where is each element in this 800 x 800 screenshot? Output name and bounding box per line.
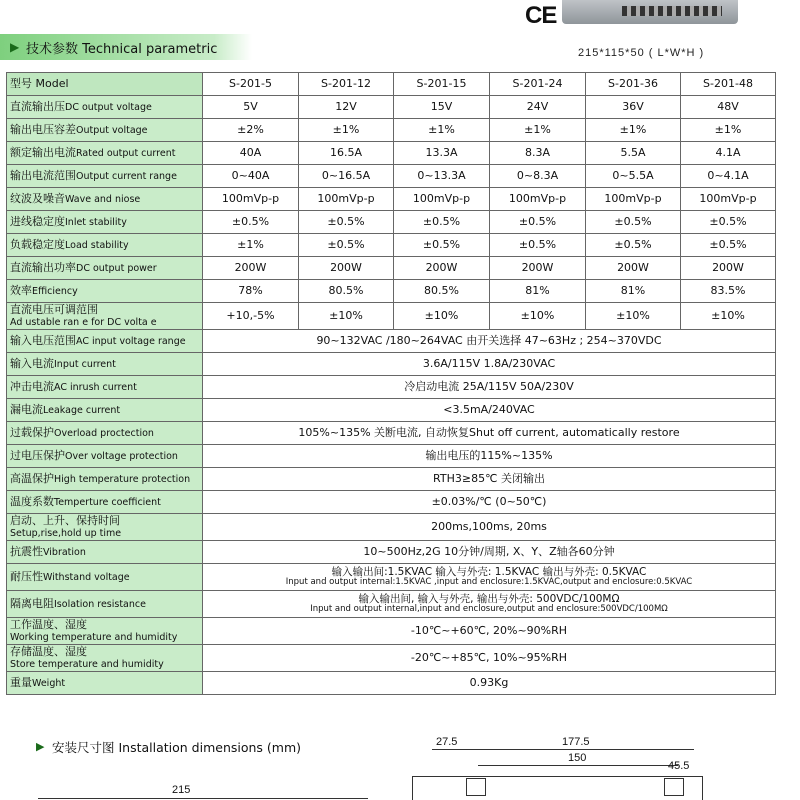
spec-table xyxy=(6,72,776,695)
value-cell: ±0.5% xyxy=(394,211,490,234)
row-label-zh: 输出电流范围 xyxy=(10,169,76,183)
value-cell: 200ms,100ms, 20ms xyxy=(203,514,776,541)
value-cell: 0~8.3A xyxy=(490,165,586,188)
row-label-zh: 过载保护 xyxy=(10,426,54,440)
product-photo xyxy=(562,0,738,24)
row-label xyxy=(7,280,203,303)
row-label xyxy=(7,591,203,618)
value-cell: ±0.5% xyxy=(586,234,681,257)
dim-line xyxy=(478,765,678,766)
row-label-en: Working temperature and humidity xyxy=(10,631,178,643)
model-cell: S-201-15 xyxy=(394,73,490,96)
row-label xyxy=(7,330,203,353)
row-label-en: Setup,rise,hold up time xyxy=(10,527,122,539)
row-label xyxy=(7,541,203,564)
value-cell: 80.5% xyxy=(394,280,490,303)
row-label-zh: 负载稳定度 xyxy=(10,238,65,252)
value-cell: ±0.03%/℃ (0~50℃) xyxy=(203,491,776,514)
value-cell: 200W xyxy=(586,257,681,280)
value-cell: ±0.5% xyxy=(203,211,299,234)
value-cell: 80.5% xyxy=(299,280,394,303)
dim-d: 45.5 xyxy=(668,760,690,772)
row-label-en: AC input voltage range xyxy=(76,336,186,348)
row-label-en: Withstand voltage xyxy=(43,572,130,584)
row-label-zh: 纹波及噪音 xyxy=(10,192,65,206)
table-row xyxy=(7,564,776,591)
row-label-en: Overload proctection xyxy=(54,428,154,440)
row-label xyxy=(7,165,203,188)
table-row xyxy=(7,234,776,257)
row-label-zh: 额定输出电流 xyxy=(10,146,76,160)
value-cell: 200W xyxy=(299,257,394,280)
value-cell: 90~132VAC /180~264VAC 由开关选择 47~63Hz ; 254~370VDC xyxy=(203,330,776,353)
table-row xyxy=(7,445,776,468)
row-label-en: High temperature protection xyxy=(54,474,191,486)
value-cell: 16.5A xyxy=(299,142,394,165)
row-label-zh: 直流电压可调范围 xyxy=(10,303,98,317)
row-label-zh: 输出电压容差 xyxy=(10,123,76,137)
table-header-row xyxy=(7,73,776,96)
value-cell: ±0.5% xyxy=(681,234,776,257)
value-cell: 5.5A xyxy=(586,142,681,165)
value-cell: ±0.5% xyxy=(586,211,681,234)
value-cell: 13.3A xyxy=(394,142,490,165)
value-cell: +10,-5% xyxy=(203,303,299,330)
table-row xyxy=(7,645,776,672)
value-cell: RTH3≥85℃ 关闭输出 xyxy=(203,468,776,491)
table-row xyxy=(7,491,776,514)
value-cell: 24V xyxy=(490,96,586,119)
table-row xyxy=(7,280,776,303)
row-label xyxy=(7,468,203,491)
row-label-zh: 输入电压范围 xyxy=(10,334,76,348)
table-row xyxy=(7,257,776,280)
row-label-en: Wave and niose xyxy=(65,194,141,206)
row-label xyxy=(7,564,203,591)
table-row xyxy=(7,188,776,211)
value-cell: 0~5.5A xyxy=(586,165,681,188)
dim-line xyxy=(38,798,368,799)
row-label-zh: 抗震性 xyxy=(10,545,43,559)
row-label xyxy=(7,376,203,399)
row-label-en: Vibration xyxy=(43,547,86,559)
row-label xyxy=(7,188,203,211)
value-cell: ±1% xyxy=(299,119,394,142)
row-label-en: DC output power xyxy=(76,263,157,275)
row-label xyxy=(7,618,203,645)
table-row xyxy=(7,303,776,330)
value-cell: 100mVp-p xyxy=(681,188,776,211)
row-label xyxy=(7,445,203,468)
value-cell xyxy=(203,564,776,591)
row-label xyxy=(7,672,203,695)
row-label xyxy=(7,257,203,280)
value-cell: ±1% xyxy=(586,119,681,142)
value-cell: ±10% xyxy=(394,303,490,330)
dim-a: 27.5 xyxy=(436,736,458,748)
value-cell: ±10% xyxy=(490,303,586,330)
row-label-zh: 隔离电阻 xyxy=(10,597,54,611)
value-cell: 48V xyxy=(681,96,776,119)
triangle-right-icon: ▶ xyxy=(36,740,45,753)
value-cell: 100mVp-p xyxy=(586,188,681,211)
row-label xyxy=(7,234,203,257)
value-cell: <3.5mA/240VAC xyxy=(203,399,776,422)
value-cell: ±1% xyxy=(203,234,299,257)
value-cell: 100mVp-p xyxy=(490,188,586,211)
table-row xyxy=(7,514,776,541)
value-cell: ±1% xyxy=(681,119,776,142)
table-row xyxy=(7,618,776,645)
row-label-en: Input current xyxy=(54,359,116,371)
row-label xyxy=(7,514,203,541)
value-cell: ±2% xyxy=(203,119,299,142)
row-label xyxy=(7,96,203,119)
row-label-en: Store temperature and humidity xyxy=(10,658,164,670)
value-cell: 10~500Hz,2G 10分钟/周期, X、Y、Z轴各60分钟 xyxy=(203,541,776,564)
table-row xyxy=(7,96,776,119)
outline-line xyxy=(702,776,703,800)
value-cell: 81% xyxy=(490,280,586,303)
row-label-en: Rated output current xyxy=(76,148,176,160)
installation-title: 安装尺寸图 Installation dimensions (mm) xyxy=(52,740,302,755)
table-row xyxy=(7,468,776,491)
dim-line xyxy=(432,749,694,750)
value-cell: 0~16.5A xyxy=(299,165,394,188)
row-label-en: Output current range xyxy=(76,171,177,183)
value-cell: ±0.5% xyxy=(299,234,394,257)
value-cell: 0~4.1A xyxy=(681,165,776,188)
value-cell: -10℃~+60℃, 20%~90%RH xyxy=(203,618,776,645)
outline-line xyxy=(412,776,413,800)
table-row xyxy=(7,165,776,188)
model-label: 型号 Model xyxy=(7,73,203,96)
value-cell: 冷启动电流 25A/115V 50A/230V xyxy=(203,376,776,399)
row-label xyxy=(7,399,203,422)
value-cell: ±0.5% xyxy=(394,234,490,257)
row-label-en: Weight xyxy=(32,678,66,690)
row-label xyxy=(7,142,203,165)
row-label-zh: 直流输出压 xyxy=(10,100,65,114)
section-title: 技术参数 Technical parametric xyxy=(26,42,218,57)
value-cell: ±0.5% xyxy=(490,211,586,234)
table-row xyxy=(7,422,776,445)
row-label-zh: 温度系数 xyxy=(10,495,54,509)
row-label xyxy=(7,491,203,514)
row-label-zh: 效率 xyxy=(10,284,32,298)
value-cell: 100mVp-p xyxy=(394,188,490,211)
value-cell: ±10% xyxy=(299,303,394,330)
row-label-en: Isolation resistance xyxy=(54,599,146,611)
row-label-zh: 启动、上升、保持时间 xyxy=(10,514,120,528)
value-cell: -20℃~+85℃, 10%~95%RH xyxy=(203,645,776,672)
value-cell: 4.1A xyxy=(681,142,776,165)
row-label xyxy=(7,303,203,330)
dim-length: 215 xyxy=(172,784,191,796)
value-cell: 0~13.3A xyxy=(394,165,490,188)
row-label-zh: 重量 xyxy=(10,676,32,690)
value-line-en: Input and output internal:1.5KVAC ,input and enclosure:1.5KVAC,output and enclosure:0.5KVAC xyxy=(285,577,693,588)
value-cell: 40A xyxy=(203,142,299,165)
row-label-en: Ad ustable ran e for DC volta e xyxy=(10,316,157,328)
value-cell: 200W xyxy=(394,257,490,280)
value-line-zh: 输入输出间, 输入与外壳, 输出与外壳: 500VDC/100MΩ xyxy=(358,592,620,605)
ce-mark: CE xyxy=(525,2,557,29)
table-row xyxy=(7,672,776,695)
table-row xyxy=(7,119,776,142)
row-label xyxy=(7,645,203,672)
value-cell: 15V xyxy=(394,96,490,119)
table-row xyxy=(7,541,776,564)
row-label xyxy=(7,119,203,142)
model-cell: S-201-5 xyxy=(203,73,299,96)
row-label xyxy=(7,422,203,445)
row-label-en: Inlet stability xyxy=(65,217,127,229)
row-label-en: AC inrush current xyxy=(54,382,137,394)
value-cell: 12V xyxy=(299,96,394,119)
row-label-en: DC output voltage xyxy=(65,102,152,114)
value-cell: ±0.5% xyxy=(681,211,776,234)
row-label-zh: 工作温度、湿度 xyxy=(10,618,87,632)
value-cell: 78% xyxy=(203,280,299,303)
model-cell: S-201-48 xyxy=(681,73,776,96)
row-label-zh: 进线稳定度 xyxy=(10,215,65,229)
model-cell: S-201-24 xyxy=(490,73,586,96)
table-row xyxy=(7,353,776,376)
product-dimensions-caption: 215*115*50 ( L*W*H ) xyxy=(578,47,705,59)
mounting-hole xyxy=(664,778,684,796)
value-cell: ±10% xyxy=(681,303,776,330)
value-cell: ±0.5% xyxy=(299,211,394,234)
row-label-en: Over voltage protection xyxy=(65,451,178,463)
table-row xyxy=(7,591,776,618)
model-cell: S-201-36 xyxy=(586,73,681,96)
value-cell: 81% xyxy=(586,280,681,303)
value-cell: 105%~135% 关断电流, 自动恢复Shut off current, automatically restore xyxy=(203,422,776,445)
row-label xyxy=(7,211,203,234)
value-cell: 200W xyxy=(681,257,776,280)
table-row xyxy=(7,376,776,399)
model-cell: S-201-12 xyxy=(299,73,394,96)
row-label-en: Efficiency xyxy=(32,286,78,298)
row-label-zh: 漏电流 xyxy=(10,403,43,417)
row-label-zh: 高温保护 xyxy=(10,472,54,486)
row-label-zh: 耐压性 xyxy=(10,570,43,584)
dim-b: 177.5 xyxy=(562,736,590,748)
value-cell: ±1% xyxy=(394,119,490,142)
value-cell: 8.3A xyxy=(490,142,586,165)
outline-line xyxy=(412,776,702,777)
table-row xyxy=(7,211,776,234)
triangle-right-icon: ▶ xyxy=(10,40,20,54)
table-row xyxy=(7,330,776,353)
table-row xyxy=(7,142,776,165)
value-cell: ±0.5% xyxy=(490,234,586,257)
value-cell: 3.6A/115V 1.8A/230VAC xyxy=(203,353,776,376)
value-cell: 36V xyxy=(586,96,681,119)
row-label-zh: 存储温度、湿度 xyxy=(10,645,87,659)
row-label-en: Output voltage xyxy=(76,125,148,137)
value-line-zh: 输入输出间:1.5KVAC 输入与外壳: 1.5KVAC 输出与外壳: 0.5KVAC xyxy=(331,565,647,578)
value-cell: ±10% xyxy=(586,303,681,330)
row-label-zh: 直流输出功率 xyxy=(10,261,76,275)
section-banner xyxy=(0,34,252,60)
row-label-en: Load stability xyxy=(65,240,129,252)
row-label-en: Leakage current xyxy=(43,405,121,417)
mounting-hole xyxy=(466,778,486,796)
value-cell: 5V xyxy=(203,96,299,119)
value-cell: 0~40A xyxy=(203,165,299,188)
row-label-zh: 过电压保护 xyxy=(10,449,65,463)
value-cell: ±1% xyxy=(490,119,586,142)
table-row xyxy=(7,399,776,422)
value-cell: 83.5% xyxy=(681,280,776,303)
value-cell xyxy=(203,591,776,618)
value-line-en: Input and output internal,input and enclosure,output and enclosure:500VDC/100MΩ xyxy=(310,604,668,615)
value-cell: 输出电压的115%~135% xyxy=(203,445,776,468)
value-cell: 200W xyxy=(490,257,586,280)
row-label xyxy=(7,353,203,376)
value-cell: 100mVp-p xyxy=(299,188,394,211)
value-cell: 100mVp-p xyxy=(203,188,299,211)
row-label-en: Temperture coefficient xyxy=(54,497,161,509)
value-cell: 200W xyxy=(203,257,299,280)
row-label-zh: 输入电流 xyxy=(10,357,54,371)
dim-c: 150 xyxy=(568,752,587,764)
row-label-zh: 冲击电流 xyxy=(10,380,54,394)
value-cell: 0.93Kg xyxy=(203,672,776,695)
